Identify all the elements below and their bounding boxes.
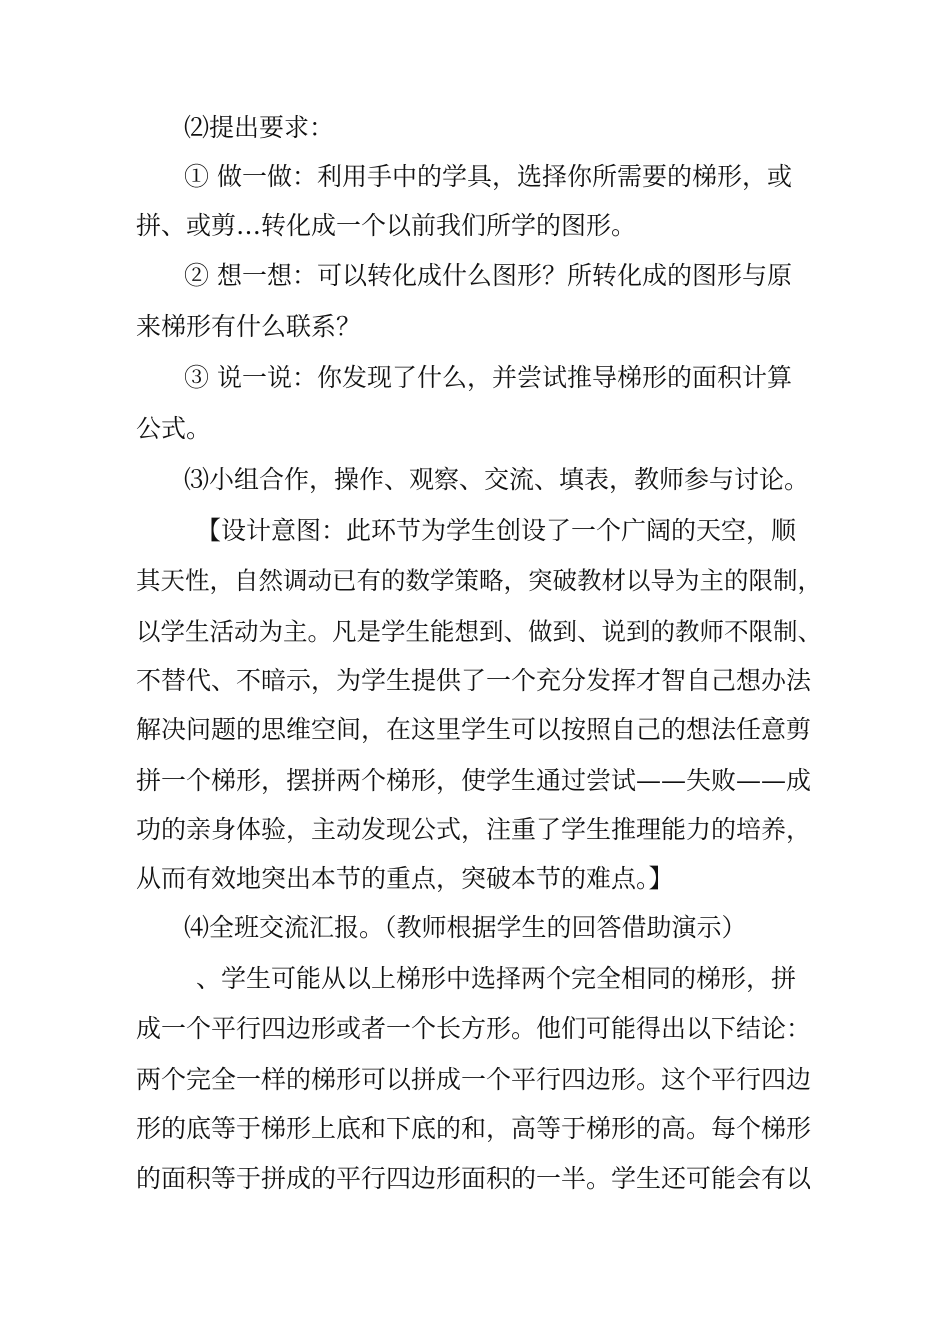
- text-line: 以学生活动为主。凡是学生能想到、做到、说到的教师不限制、: [136, 617, 822, 646]
- text-line: ② 想一想：可以转化成什么图形？所转化成的图形与原: [184, 261, 792, 290]
- text-line: ⑵提出要求：: [184, 113, 335, 142]
- text-line: 拼、或剪…转化成一个以前我们所学的图形。: [136, 211, 637, 240]
- text-line: 从而有效地突出本节的重点，突破本节的难点。】: [136, 864, 674, 893]
- text-line: 拼一个梯形，摆拼两个梯形，使学生通过尝试——失败——成: [136, 766, 812, 795]
- text-line: 的面积等于拼成的平行四边形面积的一半。学生还可能会有以: [136, 1164, 812, 1193]
- text-line: 、学生可能从以上梯形中选择两个完全相同的梯形，拼: [196, 964, 797, 993]
- text-line: 来梯形有什么联系？: [136, 312, 362, 341]
- text-line: 其天性，自然调动已有的数学策略，突破教材以导为主的限制，: [136, 566, 822, 595]
- text-line: 两个完全一样的梯形可以拼成一个平行四边形。这个平行四边: [136, 1065, 812, 1094]
- text-line: ③ 说一说：你发现了什么，并尝试推导梯形的面积计算: [184, 363, 792, 392]
- text-line: 公式。: [136, 414, 212, 443]
- text-line: ⑶小组合作，操作、观察、交流、填表，教师参与讨论。: [184, 465, 810, 494]
- text-line: ⑷全班交流汇报。（教师根据学生的回答借助演示）: [184, 913, 747, 942]
- text-line: ① 做一做：利用手中的学具，选择你所需要的梯形，或: [184, 162, 792, 191]
- text-line: 功的亲身体验，主动发现公式，注重了学生推理能力的培养，: [136, 815, 812, 844]
- text-line: 不替代、不暗示，为学生提供了一个充分发挥才智自己想办法: [136, 666, 812, 695]
- text-line: 成一个平行四边形或者一个长方形。他们可能得出以下结论：: [136, 1014, 812, 1043]
- text-line: 【设计意图：此环节为学生创设了一个广阔的天空，顺: [196, 516, 797, 545]
- text-line: 解决问题的思维空间，在这里学生可以按照自己的想法任意剪: [136, 715, 812, 744]
- text-line: 形的底等于梯形上底和下底的和，高等于梯形的高。每个梯形: [136, 1114, 812, 1143]
